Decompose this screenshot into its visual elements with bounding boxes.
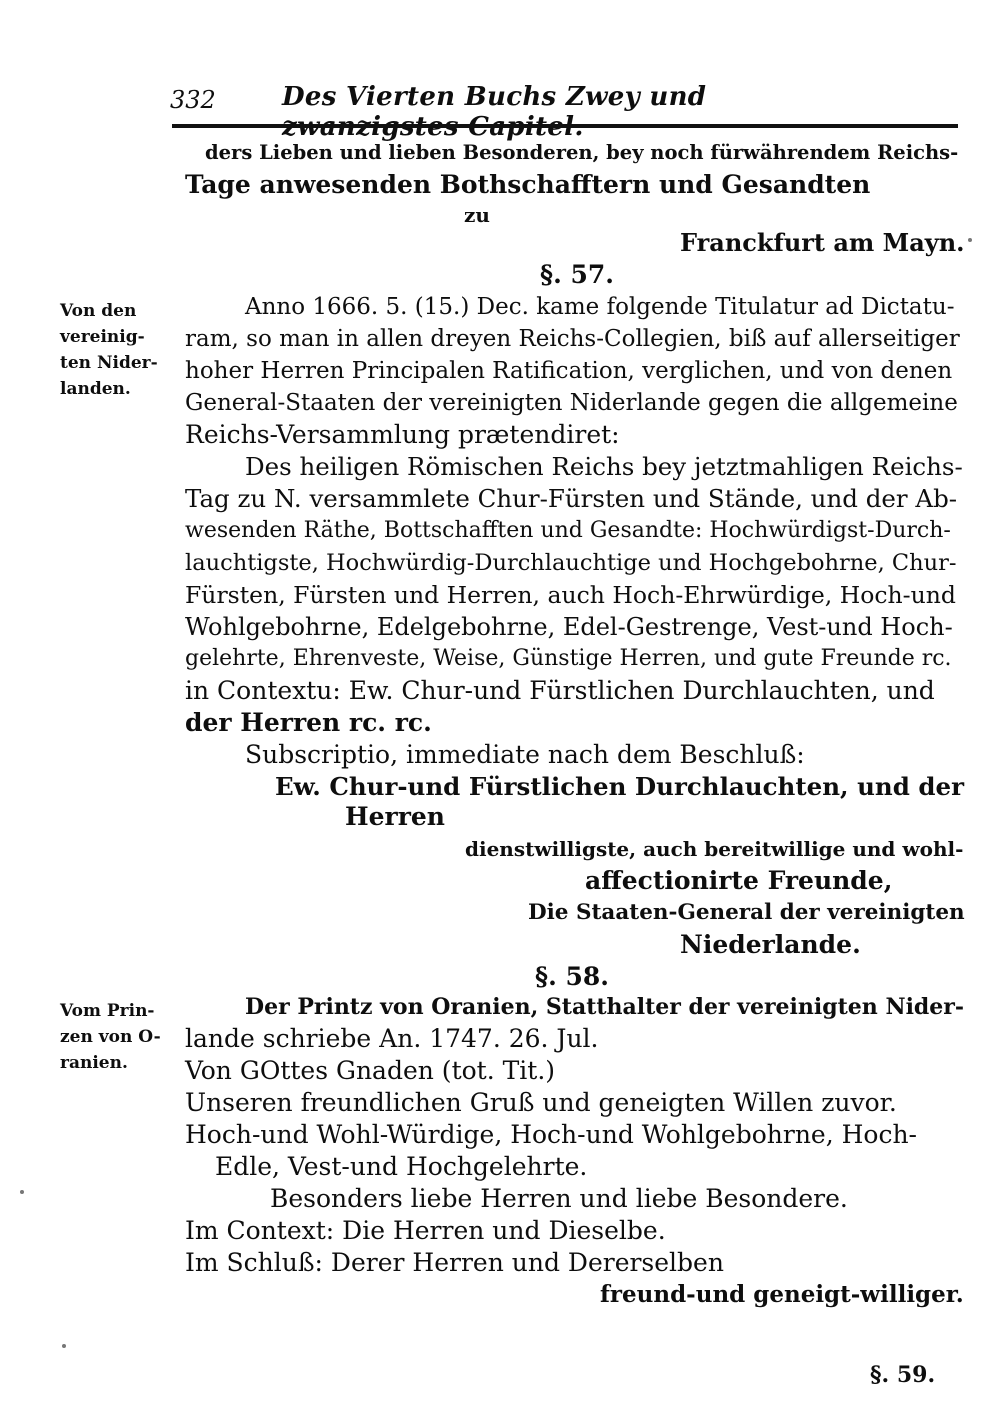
header-rule <box>172 124 958 128</box>
margin-note-57 <box>60 298 158 402</box>
text-line: Unseren freundlichen Gruß und geneigten Willen zuvor. <box>185 1088 897 1117</box>
margin-note-line: ten Nider- <box>60 353 158 373</box>
text-line: Franckfurt am Mayn. <box>680 228 965 257</box>
margin-note-58 <box>60 998 161 1076</box>
text-line: der Herren rc. rc. <box>185 708 432 737</box>
text-line: Des heiligen Römischen Reichs bey jetztmahligen Reichs- <box>245 452 963 481</box>
margin-note-line: zen von O- <box>60 1027 161 1047</box>
text-line: Fürsten, Fürsten und Herren, auch Hoch-Ehrwürdige, Hoch-und <box>185 581 956 609</box>
text-line: Im Schluß: Derer Herren und Dererselben <box>185 1248 724 1277</box>
text-line: Tage anwesenden Bothschafftern und Gesandten <box>185 170 871 199</box>
scan-speck <box>968 238 972 242</box>
text-line: Wohlgebohrne, Edelgebohrne, Edel-Gestrenge, Vest-und Hoch- <box>185 613 953 641</box>
text-line: gelehrte, Ehrenveste, Weise, Günstige Herren, und gute Freunde rc. <box>185 646 952 671</box>
section-mark-58: §. 58. <box>535 962 609 991</box>
text-line: wesenden Räthe, Bottschafften und Gesandte: Hochwürdigst-Durch- <box>185 518 951 543</box>
text-line: ram, so man in allen dreyen Reichs-Collegien, biß auf allerseitiger <box>185 326 960 352</box>
text-line: Ew. Chur-und Fürstlichen Durchlauchten, und der <box>275 772 965 801</box>
scan-speck <box>62 1344 66 1348</box>
page-header <box>170 78 870 114</box>
text-line: lauchtigste, Hochwürdig-Durchlauchtige und Hochgebohrne, Chur- <box>185 550 957 576</box>
text-line: Tag zu N. versammlete Chur-Fürsten und Stände, und der Ab- <box>185 484 958 513</box>
text-line: General-Staaten der vereinigten Niderlande gegen die allgemeine <box>185 390 958 416</box>
text-line: hoher Herren Principalen Ratification, verglichen, und von denen <box>185 358 953 384</box>
text-line: dienstwilligste, auch bereitwillige und wohl- <box>465 837 964 861</box>
running-title: Des Vierten Buchs Zwey und <box>282 82 707 112</box>
text-line: Subscriptio, immediate nach dem Beschluß: <box>245 740 805 769</box>
text-line: Edle, Vest-und Hochgelehrte. <box>215 1152 588 1181</box>
margin-note-line: landen. <box>60 379 131 399</box>
section-mark-57: §. 57. <box>540 260 614 289</box>
margin-note-line: Von den <box>60 301 137 321</box>
text-line: Niederlande. <box>680 930 861 959</box>
margin-note-line: ranien. <box>60 1053 128 1073</box>
text-line: Besonders liebe Herren und liebe Besondere. <box>270 1184 848 1213</box>
text-line: affectionirte Freunde, <box>585 866 893 895</box>
text-line: Herren <box>345 802 445 831</box>
text-line: Anno 1666. 5. (15.) Dec. kame folgende Titulatur ad Dictatu- <box>245 294 955 320</box>
margin-note-line: Vom Prin- <box>60 1001 155 1021</box>
text-line: in Contextu: Ew. Chur-und Fürstlichen Durchlauchten, und <box>185 676 935 705</box>
text-line: Der Printz von Oranien, Statthalter der vereinigten Nider- <box>245 994 965 1020</box>
text-line: Die Staaten-General der vereinigten <box>528 900 965 925</box>
text-line: Von GOttes Gnaden (tot. Tit.) <box>185 1056 556 1085</box>
text-line: Im Context: Die Herren und Dieselbe. <box>185 1216 666 1245</box>
text-line: freund-und geneigt-williger. <box>600 1281 964 1308</box>
text-line: ders Lieben und lieben Besonderen, bey noch fürwährendem Reichs- <box>205 141 959 164</box>
scan-speck <box>20 1190 24 1194</box>
catchword: §. 59. <box>870 1362 936 1388</box>
text-line: Reichs-Versammlung prætendiret: <box>185 420 620 449</box>
text-line: Hoch-und Wohl-Würdige, Hoch-und Wohlgebohrne, Hoch- <box>185 1120 918 1149</box>
page-number: 332 <box>170 86 216 114</box>
text-line: lande schriebe An. 1747. 26. Jul. <box>185 1024 599 1053</box>
text-line: zu <box>464 203 490 227</box>
margin-note-line: vereinig- <box>60 327 145 347</box>
